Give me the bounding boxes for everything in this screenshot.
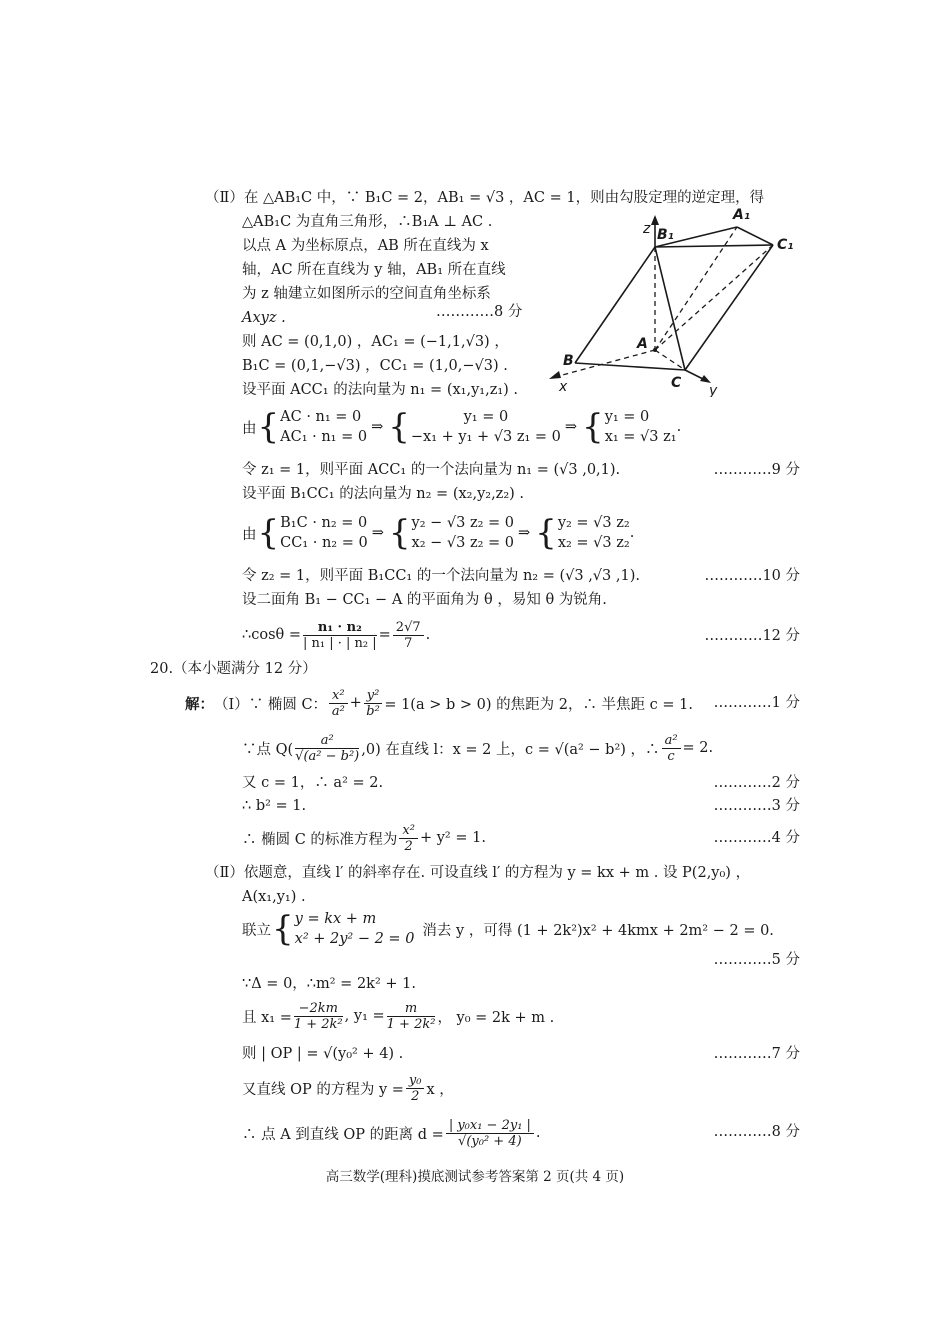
label-C1: C₁ — [777, 237, 794, 253]
q20-p10-text-b: , y₁ = — [344, 1008, 385, 1024]
q19-line-1: （Ⅱ）在 △AB₁C 中，∵ B₁C = 2，AB₁ = √3 ，AC = 1，则由勾股定理的逆定理，得 — [205, 190, 765, 206]
implies-3: ⇒ — [371, 525, 384, 541]
q20-p8-prefix: 联立 — [242, 922, 271, 939]
q20-p10-frac2-den: 1 + 2k² — [386, 1016, 436, 1032]
q20-p2-frac2-num: a² — [662, 733, 681, 749]
q20-p10-frac1-den: 1 + 2k² — [293, 1016, 343, 1032]
q20-p5-frac — [399, 823, 418, 854]
q20-p1 — [185, 683, 693, 723]
cos-prefix: ∴cosθ = — [242, 627, 302, 643]
q20-p7: A(x₁,y₁) . — [242, 889, 306, 905]
q20-p13-text-a: ∴ 点 A 到直线 OP 的距离 d = — [242, 1126, 444, 1143]
implies-2: ⇒ — [564, 419, 578, 435]
q19-score-10: …………10 分 — [704, 568, 800, 584]
q20-p1-frac2-num: y² — [364, 688, 383, 704]
q20-p13 — [242, 1112, 541, 1154]
q20-p1-frac1 — [329, 688, 348, 719]
page-footer: 高三数学(理科)摸底测试参考答案第 2 页(共 4 页) — [325, 1169, 625, 1185]
q20-p13-frac-den: √(y₀² + 4) — [458, 1133, 522, 1149]
q20-p5 — [242, 818, 486, 858]
label-A1: A₁ — [733, 207, 750, 223]
brace-2c: { — [535, 513, 557, 553]
edge-AC1-dashed — [655, 245, 773, 350]
q20-score-3: …………3 分 — [713, 798, 800, 814]
q19-line-12: 令 z₂ = 1，则平面 B₁CC₁ 的一个法向量为 n₂ = (√3 ,√3 ,1). — [242, 568, 640, 584]
brace-20a: { — [272, 909, 294, 949]
q20-p2-frac2-den: c — [667, 748, 675, 764]
prism-figure — [545, 205, 805, 397]
sys1-c2: x₁ = √3 z₁ — [604, 429, 677, 445]
q20-p1-frac1-num: x² — [329, 688, 348, 704]
edge-B1C — [655, 247, 685, 370]
cos-numerator: n₁ · n₂ — [303, 620, 377, 636]
q20-solution-label: 解： — [185, 695, 214, 713]
label-C: C — [671, 375, 682, 391]
y-arrowhead — [700, 375, 711, 383]
q20-p4: ∴ b² = 1. — [242, 798, 307, 814]
q19-line-2: △AB₁C 为直角三角形，∴B₁A ⊥ AC . — [242, 214, 493, 230]
q20-p1-frac2 — [364, 688, 383, 719]
label-y: y — [709, 383, 718, 397]
q20-p8-eq2: x² + 2y² − 2 = 0 — [294, 931, 415, 947]
q20-p10 — [242, 996, 554, 1036]
q19-line-11: 设平面 B₁CC₁ 的法向量为 n₂ = (x₂,y₂,z₂) . — [242, 486, 525, 502]
q19-score-8: …………8 分 — [436, 304, 523, 320]
q20-p12-frac-den: 2 — [411, 1088, 420, 1104]
label-z: z — [643, 221, 651, 237]
point-A — [653, 348, 657, 352]
q20-p2-frac1 — [295, 733, 359, 764]
q20-p2-text-a: ∵点 Q( — [242, 741, 294, 758]
sys1-c1: y₁ = 0 — [604, 409, 650, 425]
label-B: B — [563, 353, 574, 369]
sys2-prefix: 由 — [242, 526, 257, 543]
q20-p13-frac — [446, 1118, 534, 1149]
q20-p10-text-c: ， y₀ = 2k + m . — [437, 1009, 555, 1026]
q20-p2-text-c: = 2. — [682, 740, 714, 756]
q20-p2-frac2 — [662, 733, 681, 764]
label-x: x — [559, 379, 568, 395]
q19-line-5: 为 z 轴建立如图所示的空间直角坐标系 — [242, 286, 491, 302]
q20-p5-text-a: ∴ 椭圆 C 的标准方程为 — [242, 831, 398, 848]
q20-p10-frac2 — [387, 1001, 436, 1032]
sys2-c2: x₂ = √3 z₂ — [557, 535, 630, 551]
q20-p13-frac-num: | y₀x₁ − 2y₁ | — [446, 1118, 534, 1134]
q20-p8-eq1: y = kx + m — [294, 911, 377, 927]
q20-p12-text-a: 又直线 OP 的方程为 y = — [242, 1081, 404, 1098]
x-arrowhead — [549, 371, 561, 379]
q19-system-2 — [242, 510, 634, 556]
q19-line-4: 轴，AC 所在直线为 y 轴，AB₁ 所在直线 — [242, 262, 506, 278]
cos-fraction — [303, 620, 377, 651]
q20-p13-text-b: . — [535, 1125, 541, 1141]
q20-p2-frac1-den: √(a² − b²) — [295, 748, 360, 764]
edge-A1C1 — [737, 227, 773, 245]
q19-line-3: 以点 A 为坐标原点，AB 所在直线为 x — [242, 238, 489, 254]
q20-score-8: …………8 分 — [713, 1124, 800, 1140]
q20-p10-text-a: 且 x₁ = — [242, 1009, 292, 1026]
q19-line-6: Axyz . — [242, 310, 286, 326]
q20-score-1: …………1 分 — [713, 695, 800, 711]
q20-p1-plus: + — [349, 695, 362, 711]
q20-p3: 又 c = 1，∴ a² = 2. — [242, 775, 384, 791]
q20-p12 — [242, 1068, 454, 1108]
q19-line-13: 设二面角 B₁ − CC₁ − A 的平面角为 θ ，易知 θ 为锐角. — [242, 592, 607, 608]
sys2-period: . — [629, 525, 635, 541]
sys1-a1: AC · n₁ = 0 — [280, 409, 362, 425]
q19-cos-formula: ∴cosθ = $\frac{\text{n₁ · n₂}}{\text{| n₁ | · | n₂ |}}$ = $\frac{2√7}{7}$ . — [242, 619, 431, 651]
label-A: A — [637, 336, 648, 352]
q20-score-4: …………4 分 — [713, 830, 800, 846]
sys2-b2: x₂ − √3 z₂ = 0 — [411, 535, 514, 551]
q20-p5-frac-den: 2 — [404, 838, 413, 854]
q20-score-7: …………7 分 — [713, 1046, 800, 1062]
q20-p2-frac1-num: a² — [295, 733, 359, 749]
q20-p1-frac1-den: a² — [331, 703, 345, 719]
cos-denominator: | n₁ | · | n₂ | — [303, 635, 377, 651]
edge-B1C1 — [655, 245, 773, 247]
cos-result-fraction — [393, 620, 424, 651]
implies-4: ⇒ — [518, 525, 531, 541]
q20-p1-frac2-den: b² — [366, 703, 380, 719]
brace-2a: { — [257, 513, 280, 553]
q20-p1-text-a: （Ⅰ）∵ 椭圆 C： — [214, 696, 328, 713]
implies-1: ⇒ — [371, 419, 384, 435]
q19-line-10: 令 z₁ = 1，则平面 ACC₁ 的一个法向量为 n₁ = (√3 ,0,1). — [242, 462, 621, 478]
sys1-period: . — [676, 419, 682, 435]
brace-1c: { — [582, 407, 604, 447]
q20-p10-frac1-num: −2km — [294, 1001, 343, 1017]
q20-p9: ∵Δ = 0，∴m² = 2k² + 1. — [242, 976, 416, 992]
q20-p8-text: 消去 y ，可得 (1 + 2k²)x² + 4kmx + 2m² − 2 = 0. — [422, 922, 774, 939]
brace-1a: { — [257, 407, 280, 447]
q20-p12-frac — [406, 1073, 425, 1104]
q20-p10-frac1 — [294, 1001, 343, 1032]
q20-p5-text-b: + y² = 1. — [419, 830, 486, 846]
q20-header: 20.（本小题满分 12 分） — [150, 661, 317, 677]
cos-result-denominator: 7 — [404, 635, 413, 651]
sys1-b1: y₁ = 0 — [463, 409, 509, 425]
sys1-prefix: 由 — [242, 420, 257, 437]
sys2-a2: CC₁ · n₂ = 0 — [280, 535, 368, 551]
q20-p12-frac-num: y₀ — [406, 1073, 425, 1089]
q20-p2-text-b: ,0) 在直线 l：x = 2 上，c = √(a² − b²) ，∴ — [361, 741, 660, 758]
sys1-a2: AC₁ · n₁ = 0 — [280, 429, 368, 445]
brace-1b: { — [388, 407, 410, 447]
q20-score-2: …………2 分 — [713, 775, 800, 791]
cos-equals: = — [378, 627, 391, 643]
brace-2b: { — [388, 513, 411, 553]
q20-p11: 则 | OP | = √(y₀² + 4) . — [242, 1046, 404, 1062]
q19-line-9: 设平面 ACC₁ 的法向量为 n₁ = (x₁,y₁,z₁) . — [242, 382, 519, 398]
q20-score-5: …………5 分 — [713, 952, 800, 968]
q20-p8 — [242, 906, 774, 952]
q19-score-9: …………9 分 — [713, 462, 800, 478]
q20-p6: （Ⅱ）依题意，直线 l′ 的斜率存在. 可设直线 l′ 的方程为 y = kx + m . 设 P(2,y₀) ， — [205, 865, 751, 881]
q20-p1-text-b: = 1(a > b > 0) 的焦距为 2，∴ 半焦距 c = 1. — [384, 696, 693, 713]
cos-result-numerator: 2√7 — [393, 620, 424, 636]
sys2-b1: y₂ − √3 z₂ = 0 — [411, 515, 515, 531]
q19-line-7: 则 AC = (0,1,0) ，AC₁ = (−1,1,√3) ， — [242, 334, 509, 350]
sys2-a1: B₁C · n₂ = 0 — [280, 515, 368, 531]
q20-p2 — [242, 726, 713, 770]
q20-p12-text-b: x ， — [426, 1081, 454, 1098]
sys1-b2: −x₁ + y₁ + √3 z₁ = 0 — [410, 429, 561, 445]
q19-system-1 — [242, 404, 681, 450]
q20-p5-frac-num: x² — [399, 823, 418, 839]
q19-score-12: …………12 分 — [704, 628, 800, 644]
edge-C1C — [685, 245, 773, 370]
q19-line-8: B₁C = (0,1,−√3) ，CC₁ = (1,0,−√3) . — [242, 358, 508, 374]
z-arrowhead — [651, 215, 659, 225]
q20-p10-frac2-num: m — [387, 1001, 436, 1017]
label-B1: B₁ — [657, 227, 674, 243]
sys2-c1: y₂ = √3 z₂ — [557, 515, 630, 531]
